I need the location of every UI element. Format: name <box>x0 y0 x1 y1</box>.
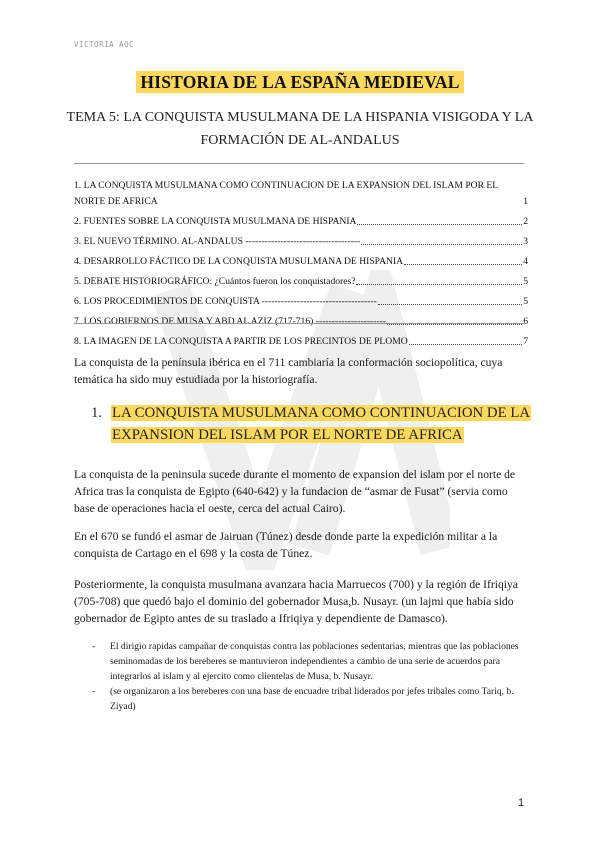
toc-entry-page: 4 <box>523 255 528 267</box>
list-item: - El dirigio rapidas campañar de conquistas contra las poblaciones sedentarias, mientras que las poblaciones seminomadas de los bereberes se mantuvieron independientes a cambio de una serie de acuerdos para integrarlos al islam y al ejercito como clientelas de Musa, b. Nusayr. <box>92 640 526 684</box>
toc-entry-text: 7. LOS GOBIERNOS DE MUSA Y ABD AL AZIZ (717-716) ---------------------- <box>74 315 386 327</box>
section-1-number: 1. <box>91 405 103 421</box>
toc-entry[interactable] <box>74 178 528 209</box>
body-paragraph: En el 670 se fundó el asmar de Jairuan (Túnez) desde donde parte la expedición militar a la conquista de Cartago en el 698 y la costa de Túnez. <box>74 530 498 561</box>
toc-entry[interactable] <box>74 269 528 289</box>
toc-entry[interactable] <box>74 229 528 249</box>
toc-entry-page: 6 <box>523 315 528 327</box>
list-item-text: El dirigio rapidas campañar de conquistas contra las poblaciones sedentarias, mientras que las poblaciones seminomadas de los bereberes se mantuvieron independientes a cambio de una serie de acuerdos para integrarlos al islam y al ejercito como clientelas de Musa, b. Nusayr. <box>110 641 519 682</box>
watermark-label: VICTORIA AOC <box>74 40 135 49</box>
document-subtitle: TEMA 5: LA CONQUISTA MUSULMANA DE LA HISPANIA VISIGODA Y LA FORMACIÓN DE AL-ANDALUS <box>66 110 534 148</box>
toc-entry[interactable] <box>74 329 528 349</box>
document-title <box>0 72 600 93</box>
toc-entry[interactable] <box>74 249 528 269</box>
bullet-list <box>92 640 526 716</box>
toc-entry-page: 2 <box>523 215 528 227</box>
toc-entry-page: 5 <box>523 275 528 287</box>
toc-entry[interactable] <box>74 289 528 309</box>
section-1-heading <box>91 402 531 446</box>
list-item: - (se organizaron a los bereberes con una base de encuadre tribal liderados por jefes tribales como Tariq, b. Ziyad) <box>92 685 526 715</box>
toc-entry-text: 3. EL NUEVO TÉRMINO. AL-ANDALUS ------------------------------------ <box>74 235 361 247</box>
title-text: HISTORIA DE LA ESPAÑA MEDIEVAL <box>136 71 463 93</box>
toc-top-divider <box>74 163 524 164</box>
list-item-text: (se organizaron a los bereberes con una base de encuadre tribal liderados por jefes tribales como Tariq, b. Ziyad) <box>110 686 514 713</box>
page-number: 1 <box>518 797 525 809</box>
toc-entry-page: 7 <box>523 335 528 347</box>
toc-entry-text: 2. FUENTES SOBRE LA CONQUISTA MUSULMANA DE HISPANIA <box>74 215 357 227</box>
section-1-title: LA CONQUISTA MUSULMANA COMO CONTINUACION DE LA EXPANSION DEL ISLAM POR EL NORTE DE AFRICA <box>112 405 531 443</box>
toc-bottom-divider <box>74 323 524 324</box>
toc-entry-text: 6. LOS PROCEDIMIENTOS DE CONQUISTA ------------------------------------ <box>74 295 377 307</box>
body-paragraph: La conquista de la peninsula sucede durante el momento de expansion del islam por el norte de Africa tras la conquista de Egipto (640-642) y la fundacion de “asmar de Fusat” (servia como base de operaciones hacia el oeste, cerca del actual Cairo). <box>74 468 516 516</box>
toc-entry-text: 1. LA CONQUISTA MUSULMANA COMO CONTINUACION DE LA EXPANSION DEL ISLAM POR EL NORTE DE AFRICA <box>74 180 498 207</box>
toc-entry-text: 5. DEBATE HISTORIOGRÁFICO: ¿Cuántos fueron los conquistadores? <box>74 275 356 287</box>
toc-entry-text: 8. LA IMAGEN DE LA CONQUISTA A PARTIR DE LOS PRECINTOS DE PLOMO <box>74 335 408 347</box>
toc-entry-page: 3 <box>523 235 528 247</box>
body-paragraph: Posteriormente, la conquista musulmana avanzara hacia Marruecos (700) y la región de Ifriqiya (705-708) que quedó bajo el dominio del gobernador Musa,b. Nusayr. (un lajmi que había sido gobernador de Egipto antes de su traslado a Ifriqiya y dependiente de Damasco). <box>74 578 518 626</box>
toc-entry-text: 4. DESARROLLO FÁCTICO DE LA CONQUISTA MUSULMANA DE HISPANIA <box>74 255 404 267</box>
toc-entry-page: 1 <box>523 195 528 207</box>
toc-entry[interactable] <box>74 309 528 329</box>
toc-entry-page: 5 <box>523 295 528 307</box>
toc-entry[interactable] <box>74 209 528 229</box>
intro-paragraph: La conquista de la península ibérica en el 711 cambiaría la conformación sociopolítica, cuya temática ha sido muy estudiada por la historiografía. <box>74 356 503 387</box>
